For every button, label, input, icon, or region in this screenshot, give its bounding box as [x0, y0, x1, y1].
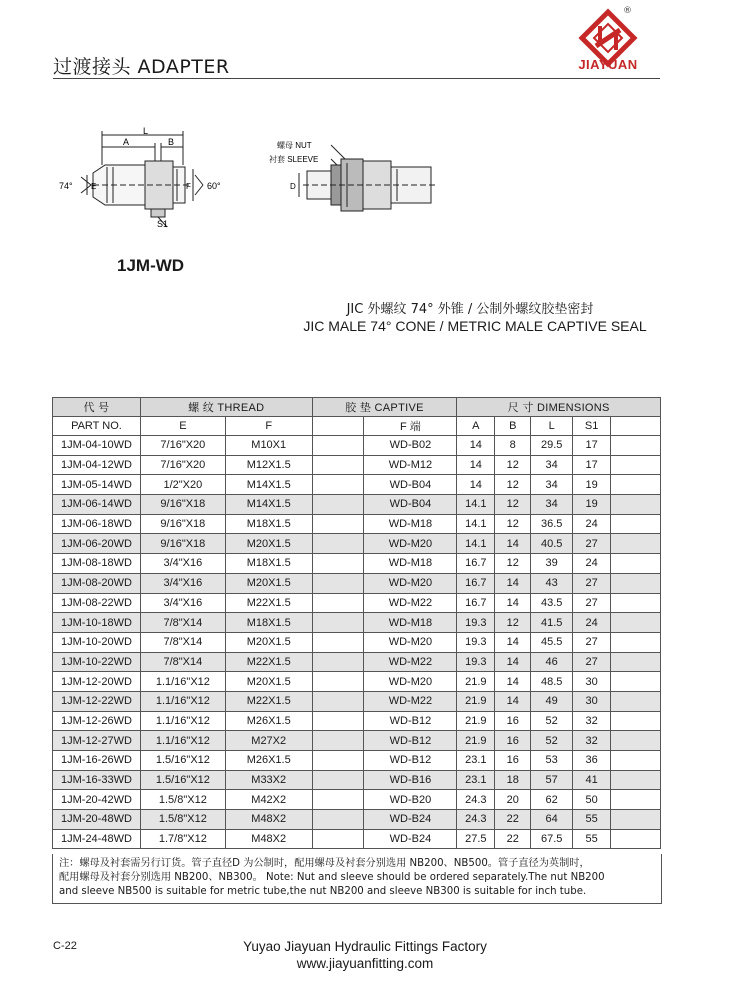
footer-company: Yuyao Jiayuan Hydraulic Fittings Factory	[243, 939, 487, 954]
table-cell-blank	[611, 436, 661, 456]
table-cell-blank	[611, 573, 661, 593]
table-cell-blank	[611, 711, 661, 731]
table-cell: WD-B24	[364, 810, 457, 830]
table-cell: 1.1/16"X12	[140, 691, 225, 711]
table-row	[53, 652, 661, 672]
table-cell-blank	[611, 475, 661, 495]
registered-mark: ®	[623, 6, 632, 16]
table-row	[53, 514, 661, 534]
table-cell-blank	[312, 455, 364, 475]
table-cell: 1JM-20-48WD	[53, 810, 141, 830]
table-row	[53, 829, 661, 849]
table-cell: 32	[573, 731, 611, 751]
table-cell: 48.5	[531, 672, 573, 692]
table-cell: 1.5/16"X12	[140, 751, 225, 771]
dim-label-a: A	[123, 137, 130, 147]
footer	[0, 938, 730, 972]
nut-label: 螺母 NUT	[277, 141, 312, 150]
table-cell: 14	[457, 455, 495, 475]
table-cell-blank	[312, 672, 364, 692]
subheader-cell: F	[225, 417, 312, 436]
table-row	[53, 711, 661, 731]
table-row	[53, 455, 661, 475]
table-cell-blank	[611, 455, 661, 475]
fitting-drawing-right	[299, 145, 435, 211]
table-cell: 12	[495, 475, 531, 495]
table-cell-blank	[611, 495, 661, 515]
table-cell: 1/2"X20	[140, 475, 225, 495]
table-cell: 1.7/8"X12	[140, 829, 225, 849]
table-cell: 1.5/8"X12	[140, 790, 225, 810]
table-cell: 1.1/16"X12	[140, 672, 225, 692]
table-cell: 1.5/16"X12	[140, 770, 225, 790]
dim-label-s1: S1	[157, 219, 169, 229]
table-cell: M12X1.5	[225, 455, 312, 475]
table-cell-blank	[611, 652, 661, 672]
subheader-cell: E	[140, 417, 225, 436]
table-cell-blank	[312, 731, 364, 751]
subheader-cell: S1	[573, 417, 611, 436]
table-cell-blank	[312, 534, 364, 554]
table-row	[53, 790, 661, 810]
table-cell: 18	[495, 770, 531, 790]
table-cell: 55	[573, 829, 611, 849]
table-cell: 19	[573, 495, 611, 515]
table-row	[53, 436, 661, 456]
table-cell: 40.5	[531, 534, 573, 554]
table-cell: M48X2	[225, 829, 312, 849]
table-cell: M14X1.5	[225, 495, 312, 515]
note-box	[52, 854, 662, 904]
table-cell: M42X2	[225, 790, 312, 810]
dim-label-d: D	[290, 182, 296, 191]
page-title: 过渡接头 ADAPTER	[53, 56, 230, 78]
table-cell: 7/16"X20	[140, 455, 225, 475]
table-cell: 24.3	[457, 790, 495, 810]
table-cell: 24.3	[457, 810, 495, 830]
dim-label-e: E	[91, 182, 97, 191]
table-cell: 7/8"X14	[140, 632, 225, 652]
table-cell: 21.9	[457, 672, 495, 692]
subheader-cell: L	[531, 417, 573, 436]
table-cell: 29.5	[531, 436, 573, 456]
header-part: 代 号	[53, 398, 141, 417]
table-cell-blank	[312, 613, 364, 633]
table-cell: 39	[531, 554, 573, 574]
table-cell: 1JM-20-42WD	[53, 790, 141, 810]
table-cell: 7/8"X14	[140, 652, 225, 672]
table-cell: 16.7	[457, 593, 495, 613]
note-en-inline: Note: Nut and sleeve should be ordered separately.The nut NB200	[262, 872, 605, 883]
table-cell: 14.1	[457, 514, 495, 534]
table-cell: 67.5	[531, 829, 573, 849]
table-cell: 14	[495, 593, 531, 613]
table-cell-blank	[312, 652, 364, 672]
page-number: C-22	[53, 940, 77, 952]
table-cell: 43	[531, 573, 573, 593]
table-cell-blank	[611, 632, 661, 652]
description-en: JIC MALE 74° CONE / METRIC MALE CAPTIVE SEAL	[303, 318, 647, 334]
table-row	[53, 593, 661, 613]
table-cell: 1JM-06-18WD	[53, 514, 141, 534]
table-cell-blank	[312, 554, 364, 574]
table-row	[53, 810, 661, 830]
table-cell: 17	[573, 436, 611, 456]
table-cell: 1JM-10-18WD	[53, 613, 141, 633]
table-cell: 1JM-08-22WD	[53, 593, 141, 613]
table-cell: WD-M18	[364, 613, 457, 633]
table-cell: 43.5	[531, 593, 573, 613]
subheader-cell	[312, 417, 364, 436]
table-cell-blank	[312, 770, 364, 790]
table-cell-blank	[312, 573, 364, 593]
table-cell: WD-B12	[364, 751, 457, 771]
table-cell: 14	[457, 475, 495, 495]
table-cell: WD-M20	[364, 672, 457, 692]
table-cell: 16	[495, 751, 531, 771]
table-cell: 34	[531, 455, 573, 475]
table-cell: 64	[531, 810, 573, 830]
table-cell-blank	[312, 810, 364, 830]
note-en-line2: and sleeve NB500 is suitable for metric tube,the nut NB200 and sleeve NB300 is suitable for inch tube.	[59, 886, 587, 897]
table-cell: WD-B16	[364, 770, 457, 790]
table-cell: 16.7	[457, 573, 495, 593]
header-dimensions: 尺 寸 DIMENSIONS	[457, 398, 661, 417]
table-cell: 14.1	[457, 495, 495, 515]
table-cell: 1JM-12-20WD	[53, 672, 141, 692]
table-cell: M20X1.5	[225, 632, 312, 652]
table-cell-blank	[611, 534, 661, 554]
table-cell: 1JM-06-14WD	[53, 495, 141, 515]
table-cell: 41.5	[531, 613, 573, 633]
table-cell: 12	[495, 554, 531, 574]
table-cell: 52	[531, 731, 573, 751]
table-cell: 27	[573, 573, 611, 593]
table-row	[53, 573, 661, 593]
table-cell: 1JM-12-27WD	[53, 731, 141, 751]
table-cell: WD-B20	[364, 790, 457, 810]
table-cell: 7/16"X20	[140, 436, 225, 456]
table-cell: 14.1	[457, 534, 495, 554]
table-cell: 19.3	[457, 652, 495, 672]
table-cell: WD-M22	[364, 691, 457, 711]
table-cell: 53	[531, 751, 573, 771]
table-cell: 12	[495, 514, 531, 534]
table-cell: WD-B02	[364, 436, 457, 456]
subheader-cell: A	[457, 417, 495, 436]
table-cell: WD-B12	[364, 731, 457, 751]
dim-label-l: L	[143, 126, 149, 136]
table-cell: 3/4"X16	[140, 554, 225, 574]
subheader-cell	[611, 417, 661, 436]
table-cell: 16	[495, 711, 531, 731]
table-cell: 36	[573, 751, 611, 771]
table-cell: 27	[573, 632, 611, 652]
table-cell: 23.1	[457, 770, 495, 790]
table-cell: 1JM-04-10WD	[53, 436, 141, 456]
table-cell: 24	[573, 514, 611, 534]
dim-label-b: B	[168, 137, 175, 147]
table-cell: M22X1.5	[225, 593, 312, 613]
dim-label-f: F	[186, 182, 191, 191]
table-cell: 24	[573, 554, 611, 574]
subheader-cell: B	[495, 417, 531, 436]
table-cell: 1JM-06-20WD	[53, 534, 141, 554]
table-cell-blank	[611, 751, 661, 771]
table-cell: WD-M20	[364, 573, 457, 593]
table-cell: 3/4"X16	[140, 593, 225, 613]
table-row	[53, 672, 661, 692]
table-cell: 14	[495, 672, 531, 692]
table-cell: 14	[495, 632, 531, 652]
table-cell: 7/8"X14	[140, 613, 225, 633]
table-cell: WD-B12	[364, 711, 457, 731]
table-cell: 14	[495, 652, 531, 672]
table-cell: 36.5	[531, 514, 573, 534]
table-cell-blank	[611, 829, 661, 849]
table-cell: 16.7	[457, 554, 495, 574]
table-cell: 12	[495, 613, 531, 633]
table-cell: 1JM-05-14WD	[53, 475, 141, 495]
table-cell-blank	[312, 632, 364, 652]
table-cell: WD-M20	[364, 632, 457, 652]
table-row	[53, 554, 661, 574]
table-cell: 57	[531, 770, 573, 790]
table-row	[53, 613, 661, 633]
table-cell: M18X1.5	[225, 554, 312, 574]
subheader-cell: F 端	[364, 417, 457, 436]
table-cell-blank	[312, 829, 364, 849]
footer-website: www.jiayuanfitting.com	[296, 956, 434, 971]
sleeve-label: 衬套 SLEEVE	[269, 155, 319, 164]
table-cell: M48X2	[225, 810, 312, 830]
table-cell: 50	[573, 790, 611, 810]
table-cell: 34	[531, 495, 573, 515]
table-cell: 14	[495, 691, 531, 711]
table-cell-blank	[611, 593, 661, 613]
description-cn: JIC 外螺纹 74° 外锥 / 公制外螺纹胶垫密封	[346, 302, 594, 317]
table-cell-blank	[611, 691, 661, 711]
table-row	[53, 632, 661, 652]
technical-drawing	[55, 125, 445, 240]
table-cell: 27	[573, 534, 611, 554]
table-cell: M10X1	[225, 436, 312, 456]
subheader-cell: PART NO.	[53, 417, 141, 436]
table-cell: 23.1	[457, 751, 495, 771]
table-cell: 62	[531, 790, 573, 810]
table-cell: M26X1.5	[225, 711, 312, 731]
table-cell: WD-M18	[364, 554, 457, 574]
model-title: 1JM-WD	[117, 256, 185, 275]
table-cell: 52	[531, 711, 573, 731]
table-cell: WD-B04	[364, 475, 457, 495]
table-cell: 27	[573, 652, 611, 672]
table-cell: 49	[531, 691, 573, 711]
table-cell: 1.1/16"X12	[140, 731, 225, 751]
logo-text: JIAYUAN	[578, 57, 638, 72]
table-cell: 20	[495, 790, 531, 810]
table-cell: 14	[495, 534, 531, 554]
table-cell: M18X1.5	[225, 514, 312, 534]
table-cell: 41	[573, 770, 611, 790]
table-cell: 1JM-04-12WD	[53, 455, 141, 475]
table-cell: WD-B04	[364, 495, 457, 515]
table-cell: 21.9	[457, 731, 495, 751]
table-cell-blank	[312, 691, 364, 711]
table-sub-header	[53, 417, 661, 436]
table-cell: 3/4"X16	[140, 573, 225, 593]
table-cell-blank	[611, 554, 661, 574]
table-cell: 1JM-12-26WD	[53, 711, 141, 731]
table-cell: M20X1.5	[225, 534, 312, 554]
table-cell: 12	[495, 455, 531, 475]
table-cell: 1.1/16"X12	[140, 711, 225, 731]
table-cell: M26X1.5	[225, 751, 312, 771]
table-cell: 1JM-10-20WD	[53, 632, 141, 652]
table-cell: 1JM-10-22WD	[53, 652, 141, 672]
header-divider	[53, 78, 660, 79]
table-cell-blank	[312, 790, 364, 810]
table-cell-blank	[312, 436, 364, 456]
table-cell-blank	[312, 593, 364, 613]
table-row	[53, 751, 661, 771]
table-cell: 17	[573, 455, 611, 475]
table-cell: 30	[573, 691, 611, 711]
table-cell: 34	[531, 475, 573, 495]
table-cell: 19.3	[457, 613, 495, 633]
table-cell-blank	[611, 613, 661, 633]
header-captive: 胶 垫 CAPTIVE	[312, 398, 457, 417]
table-cell-blank	[611, 770, 661, 790]
table-cell: 9/16"X18	[140, 514, 225, 534]
table-cell: 22	[495, 810, 531, 830]
table-cell: 22	[495, 829, 531, 849]
table-cell: 30	[573, 672, 611, 692]
table-cell: 45.5	[531, 632, 573, 652]
table-cell: 46	[531, 652, 573, 672]
table-cell-blank	[312, 711, 364, 731]
table-row	[53, 534, 661, 554]
table-cell: 1JM-24-48WD	[53, 829, 141, 849]
table-row	[53, 731, 661, 751]
table-cell: 9/16"X18	[140, 495, 225, 515]
table-cell: WD-M22	[364, 652, 457, 672]
table-cell-blank	[312, 751, 364, 771]
table-cell: 1JM-08-18WD	[53, 554, 141, 574]
header-thread: 螺 纹 THREAD	[140, 398, 312, 417]
table-cell: M22X1.5	[225, 691, 312, 711]
angle-label-left: 74°	[59, 181, 73, 191]
angle-label-right: 60°	[207, 181, 221, 191]
table-cell: M14X1.5	[225, 475, 312, 495]
table-cell: 19	[573, 475, 611, 495]
note-cn-line1: 注：螺母及衬套需另行订货。管子直径D 为公制时，配用螺母及衬套分别选用 NB200、NB500。管子直径为英制时，	[59, 858, 590, 869]
table-cell: 16	[495, 731, 531, 751]
table-cell: WD-M12	[364, 455, 457, 475]
table-cell: M33X2	[225, 770, 312, 790]
table-cell: M20X1.5	[225, 672, 312, 692]
fitting-drawing-left	[81, 131, 203, 227]
table-group-header	[53, 398, 661, 417]
table-cell-blank	[611, 790, 661, 810]
table-cell: 24	[573, 613, 611, 633]
table-cell-blank	[312, 475, 364, 495]
table-cell: M20X1.5	[225, 573, 312, 593]
table-cell: WD-M18	[364, 514, 457, 534]
table-row	[53, 691, 661, 711]
table-cell: 12	[495, 495, 531, 515]
table-cell: 14	[457, 436, 495, 456]
table-row	[53, 770, 661, 790]
table-cell: 21.9	[457, 691, 495, 711]
table-cell-blank	[611, 731, 661, 751]
table-cell: 8	[495, 436, 531, 456]
table-cell: 27	[573, 593, 611, 613]
table-cell-blank	[611, 514, 661, 534]
table-cell-blank	[611, 672, 661, 692]
table-cell: 1.5/8"X12	[140, 810, 225, 830]
table-row	[53, 495, 661, 515]
table-cell-blank	[312, 495, 364, 515]
spec-table	[52, 397, 661, 849]
table-cell: 55	[573, 810, 611, 830]
table-cell: M27X2	[225, 731, 312, 751]
table-cell: M18X1.5	[225, 613, 312, 633]
table-cell: 1JM-16-33WD	[53, 770, 141, 790]
table-cell: 9/16"X18	[140, 534, 225, 554]
table-cell-blank	[611, 810, 661, 830]
table-cell: 1JM-16-26WD	[53, 751, 141, 771]
table-cell: M22X1.5	[225, 652, 312, 672]
table-cell: 21.9	[457, 711, 495, 731]
table-cell: 32	[573, 711, 611, 731]
table-cell: WD-M20	[364, 534, 457, 554]
note-cn-line2: 配用螺母及衬套分别选用 NB200、NB300。	[59, 872, 263, 883]
table-row	[53, 475, 661, 495]
table-cell: 1JM-12-22WD	[53, 691, 141, 711]
table-cell: 19.3	[457, 632, 495, 652]
table-cell: WD-M22	[364, 593, 457, 613]
table-cell: 14	[495, 573, 531, 593]
table-cell: 27.5	[457, 829, 495, 849]
table-cell-blank	[312, 514, 364, 534]
table-cell: WD-B24	[364, 829, 457, 849]
table-cell: 1JM-08-20WD	[53, 573, 141, 593]
